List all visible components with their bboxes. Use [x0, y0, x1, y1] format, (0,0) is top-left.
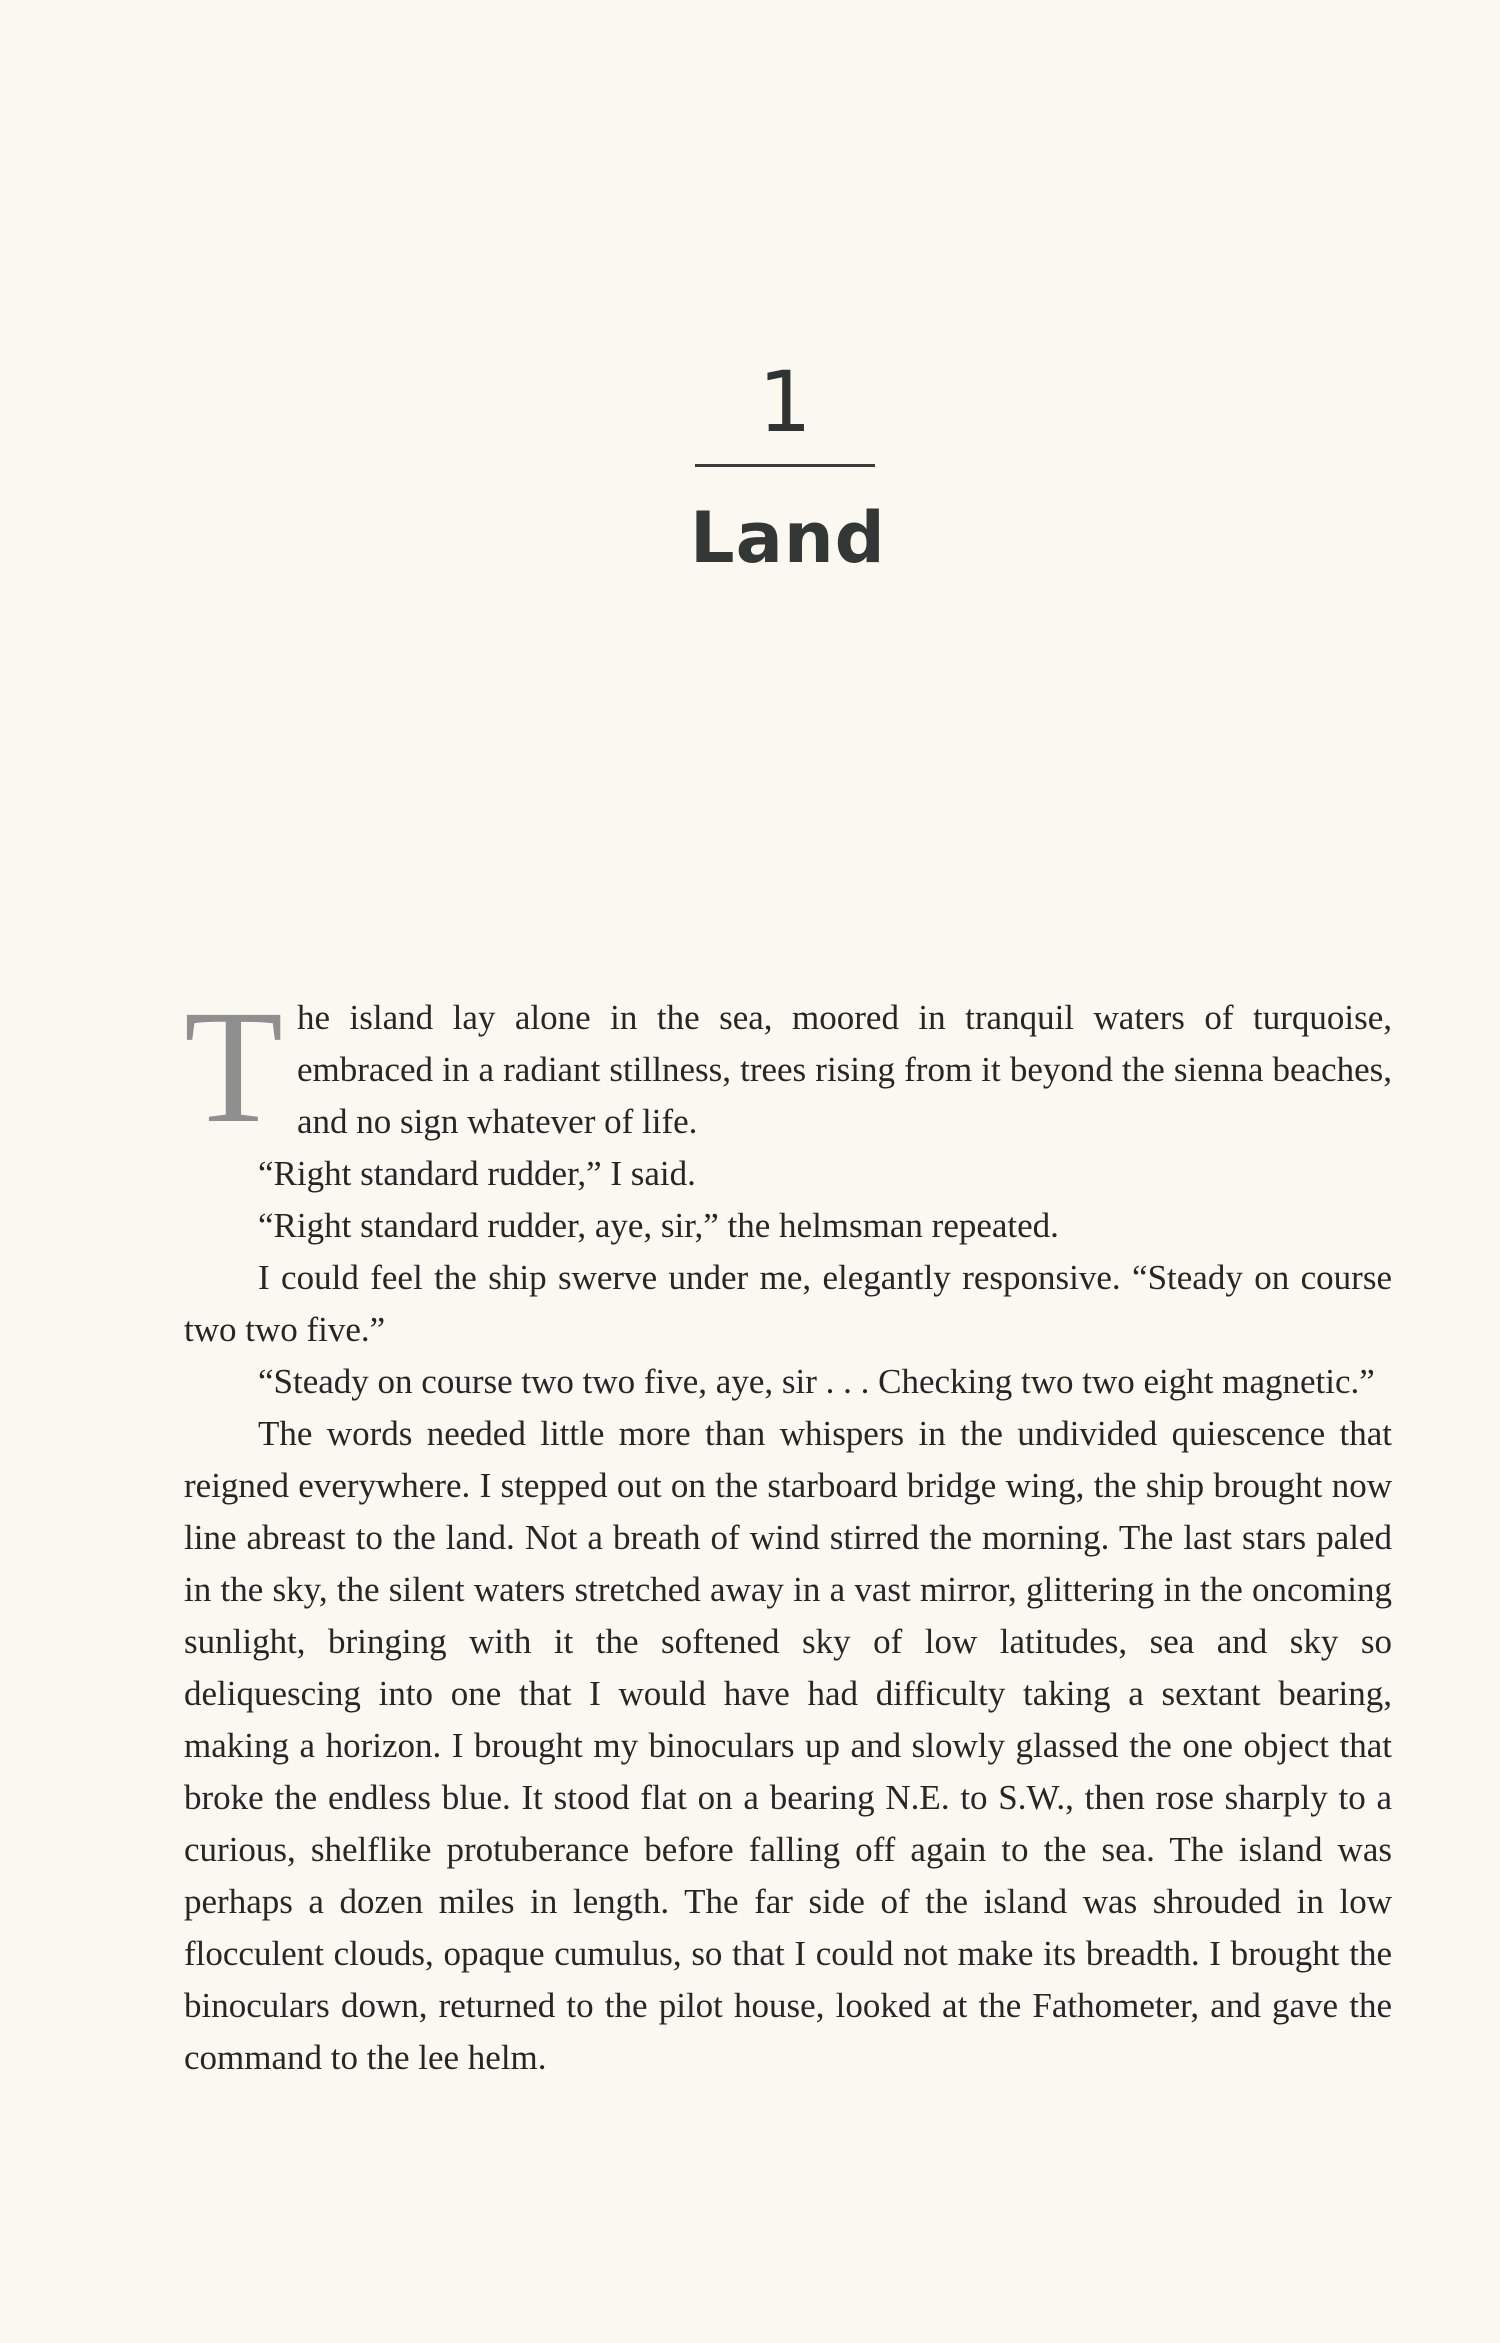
paragraph-2: “Right standard rudder,” I said.	[258, 1154, 696, 1193]
chapter-rule	[695, 464, 875, 467]
paragraph-1-text: he island lay alone in the sea, moored in tranquil waters of turquoise, embraced in a radiant stillness, trees rising from it beyond the sienna beaches, and no sign whatever of life.	[296, 998, 1392, 1141]
chapter-body	[184, 978, 1392, 2084]
paragraph-6: The words needed little more than whispers in the undivided quiescence that reigned everywhere. I stepped out on the starboard bridge wing, the ship brought now line abreast to the land. Not a breath of wind stirred the morning. The last stars paled in the sky, the silent waters stretched away in a vast mirror, glittering in the oncoming sunlight, bringing with it the softened sky of low latitudes, sea and sky so deliquescing into one that I would have had difficulty taking a sextant bearing, making a horizon. I brought my binoculars up and slowly glassed the one object that broke the endless blue. It stood flat on a bearing N.E. to S.W., then rose sharply to a curious, shelflike protuberance before falling off again to the sea. The island was perhaps a dozen miles in length. The far side of the island was shrouded in low flocculent clouds, opaque cumulus, so that I could not make its breadth. I brought the binoculars down, returned to the pilot house, looked at the Fathometer, and gave the command to the lee helm.	[184, 1414, 1392, 2077]
paragraph-1	[184, 978, 1392, 1157]
paragraph-4: I could feel the ship swerve under me, elegantly responsive. “Steady on course two two five.”	[184, 1258, 1392, 1349]
paragraph-5: “Steady on course two two five, aye, sir . . . Checking two two eight magnetic.”	[258, 1362, 1375, 1401]
drop-cap: T	[184, 978, 283, 1157]
paragraph-3: “Right standard rudder, aye, sir,” the helmsman repeated.	[258, 1206, 1059, 1245]
chapter-title: Land	[690, 497, 886, 579]
chapter-heading	[690, 353, 886, 579]
chapter-number: 1	[758, 353, 812, 451]
